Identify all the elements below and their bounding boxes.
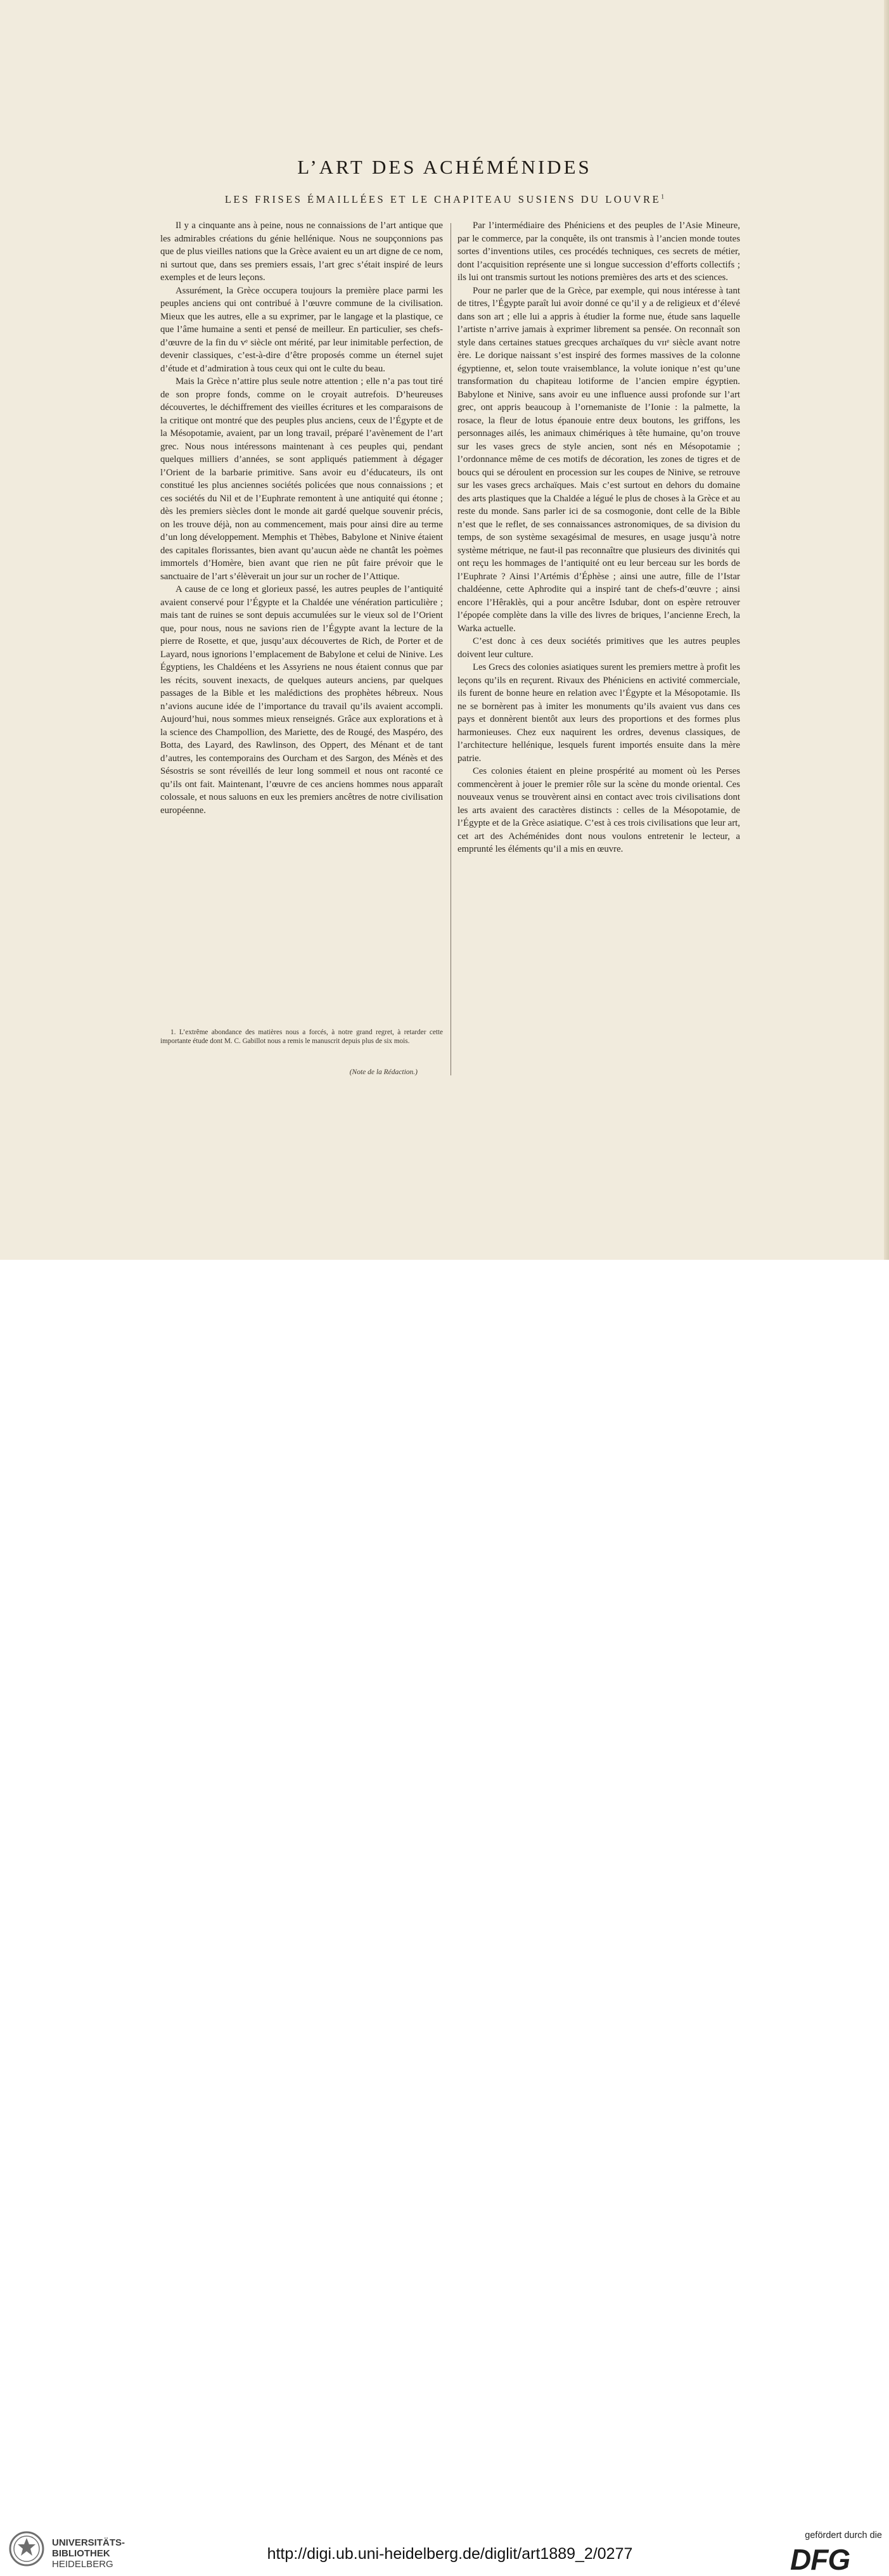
permalink-url[interactable]: http://digi.ub.uni-heidelberg.de/diglit/art1889_2/0277 [267,2545,633,2563]
funding-caption: gefördert durch die [805,2530,882,2541]
paragraph: Assurément, la Grèce occupera toujours la première place parmi les peuples anciens qui ont contribué à l’œuvre commune de la civilisation. Mieux que les autres, elle a su exprimer, par le langage et la plastique, ce que l’âme humaine a senti et pensé de meilleur. En particulier, ses chefs-d’œuvre de la fin du vᵉ siècle ont mérité, par leur inimitable perfection, de devenir classiques, c’est-à-dire d’être proposés comme un éternel sujet d’étude et d’admiration à tous ceux qui ont le culte du beau. [160,285,443,374]
paragraph: A cause de ce long et glorieux passé, les autres peuples de l’antiquité avaient conservé pour l’Égypte et la Chaldée une vénération particulière ; mais tant de ruines se sont depuis accumulées sur le vieux sol de l’Orient que, pour nous, nous ne savions rien de l’Égypte avant la lecture de la pierre de Rosette, et que, jusqu’aux découvertes de Rich, de Porter et de Layard, nous ignorions l’emplacement de Babylone et celui de Ninive. Les Égyptiens, les Chaldéens et les Assyriens ne nous étaient connus que par les récits, souvent inexacts, de quelques auteurs anciens, par quelques passages de la Bible et les malédictions des prophètes hébreux. Nous n’avions aucune idée de l’importance du travail qu’ils avaient accompli. Aujourd’hui, nous sommes mieux renseignés. Grâce aux explorations et à la science des Champollion, des Mariette, des de Rougé, des Maspéro, des Botta, des Layard, des Rawlinson, des Oppert, des Ménant et de tant d’autres, les contemporains des Ourcham et des Sargon, des Ménès et des Sésostris se sont réveillés de leur long sommeil et nous ont raconté ce qu’ils ont fait. Maintenant, l’œuvre de ces anciens hommes nous apparaît colossale, et nous saluons en eux les premiers ancêtres de notre civilisation européenne. [160,584,443,816]
footnote-text: 1. L’extrême abondance des matières nous a forcés, à notre grand regret, à retarder cette importante étude dont M. C. Gabillot nous a remis le manuscrit depuis plus de six mois. [160,1028,443,1045]
footnote-ref: 1 [661,193,665,201]
dfg-logo: DFG [790,2543,850,2576]
paragraph: Par l’intermédiaire des Phéniciens et des peuples de l’Asie Mineure, par le commerce, par la conquête, ils ont transmis à l’ancien monde toutes sortes d’inventions utiles, ces procédés techniques, ces secrets de métier, dont l’acquisition représente une si longue succession d’efforts collectifs ; ils lui ont transmis surtout les notions premières des arts et des sciences. [457,221,740,283]
paragraph: Ces colonies étaient en pleine prospérité au moment où les Perses commencèrent à jouer le premier rôle sur la scène du monde oriental. Ces nouveaux venus se trouvèrent ainsi en contact avec trois civilisations dont les arts avaient des caractères distincts : celles de la Mésopotamie, de l’Égypte et de la Grèce asiatique. C’est à ces trois civilisations que leur art, cet art des Achéménides dont nous voulons entretenir le lecteur, a emprunté les éléments qu’il a mis en œuvre. [457,766,740,854]
university-seal-icon [8,2529,46,2568]
page-edge-shadow [884,0,889,1260]
institution-line: UNIVERSITÄTS- [52,2537,125,2548]
paragraph: Il y a cinquante ans à peine, nous ne connaissions de l’art antique que les admirables créations du génie hellénique. Nous ne soupçonnions pas que de plus vieilles nations que la Grèce avaient eu un art digne de ce nom, ni surtout que, dans ses premiers essais, l’art grec s’était inspiré de leurs exemples et de leurs leçons. [160,221,443,283]
article-title: L’ART DES ACHÉMÉNIDES [297,156,592,178]
article-subtitle [0,193,889,206]
right-column [457,219,740,856]
viewer-footer [0,1260,889,2576]
left-column [160,219,443,817]
institution-line: BIBLIOTHEK [52,2548,110,2559]
institution-line: HEIDELBERG [52,2559,113,2570]
paragraph: Mais la Grèce n’attire plus seule notre attention ; elle n’a pas tout tiré de son propre fonds, comme on le croyait autrefois. D’heureuses découvertes, le déchiffrement des vieilles écritures et les comparaisons de la critique ont montré que des peuples plus anciens, ceux de l’Égypte et de la Mésopotamie, avaient, par un long travail, préparé l’avènement de l’art grec. Nous nous intéressons maintenant à ces peuples qui, pendant quelques milliers d’années, se sont appliqués patiemment à dégager l’Orient de la barbarie primitive. Sans avoir eu d’éducateurs, ils ont constitué les plus anciennes sociétés policées que nous connaissions ; et ces sociétés du Nil et de l’Euphrate remontent à une antiquité qui étonne ; dès les premiers siècles dont le monde ait gardé quelque souvenir précis, on les trouve déjà, non au commencement, mais pour ainsi dire au terme d’un long développement. Memphis et Thèbes, Babylone et Ninive étaient des capitales florissantes, bien avant qu’aucun aède ne chantât les poèmes immortels d’Homère, bien avant que rien ne pût faire prévoir que le sanctuaire de l’art s’élèverait un jour sur un rocher de l’Attique. [160,376,443,582]
paragraph: C’est donc à ces deux sociétés primitives que les autres peuples doivent leur culture. [457,636,740,660]
paragraph: Pour ne parler que de la Grèce, par exemple, qui nous intéresse à tant de titres, l’Égypte paraît lui avoir donné ce qu’il y a de religieux et d’élevé dans son art ; elle lui a appris à étudier la forme nue, étude sans laquelle l’artiste n’arrive jamais à exprimer librement sa pensée. On reconnaît son style dans certaines statues grecques archaïques du vɪɪᵉ siècle avant notre ère. Le dorique naissant s’est inspiré des formes massives de la colonne égyptienne, et, selon toute vraisemblance, la volute ionique n’est qu’une transformation du chapiteau lotiforme de l’ancien empire égyptien. Babylone et Ninive, sans avoir eu une influence aussi profonde sur l’art grec, ont appris beaucoup à l’ornemaniste de l’Ionie : la palmette, la rosace, la fleur de lotus épanouie entre deux boutons, les griffons, les personnages ailés, les animaux chimériques à tête humaine, qu’on trouve sur les vases grecs de style ancien, sont nés en Mésopotamie ; l’ordonnance même de ces motifs de décoration, les zones de tigres et de boucs qui se déroulent en procession sur les coupes de Ninive, se retrouve sur les vases grecs archaïques. Mais c’est surtout en dehors du domaine des arts plastiques que la Chaldée a légué le plus de choses à la Grèce et au reste du monde. Sans parler ici de sa cosmogonie, dont celle de la Bible n’est que le reflet, de ses connaissances astronomiques, de sa division du temps, de son système sexagésimal de mesures, en usage jusqu’à notre système métrique, ne faut-il pas reconnaître que plusieurs des divinités qui ont reçu les hommages de l’antiquité ont eu leur berceau sur les bords de l’Euphrate ? Ainsi l’Artémis d’Éphèse ; ainsi une autre, fille de l’Istar chaldéenne, cette Aphrodite qui a inspiré tant de chefs-d’œuvre ; ainsi encore l’Hêraklès, qui a pour ancêtre Isdubar, dont on espère retrouver l’épopée complète dans la ville des livres de briques, l’ancienne Erech, la Warka actuelle. [457,285,740,634]
footnote-attribution: (Note de la Rédaction.) [349,1068,418,1076]
footnote [160,1028,443,1046]
university-library-name [52,2537,125,2570]
paragraph: Les Grecs des colonies asiatiques surent les premiers mettre à profit les leçons qu’ils en reçurent. Rivaux des Phéniciens en activité commerciale, ils furent de bonne heure en relation avec l’Égypte et la Mésopotamie. Ils ne se bornèrent pas à imiter les monuments qu’ils avaient vus dans ces pays et donnèrent bientôt aux leurs des proportions et des formes plus harmonieuses. Chez eux naquirent les ordres, devenus classiques, de l’architecture hellénique, lesquels furent importés ensuite dans la mère patrie. [457,662,740,764]
scanned-page [0,0,889,1260]
subtitle-text: LES FRISES ÉMAILLÉES ET LE CHAPITEAU SUSIENS DU LOUVRE [224,193,662,205]
